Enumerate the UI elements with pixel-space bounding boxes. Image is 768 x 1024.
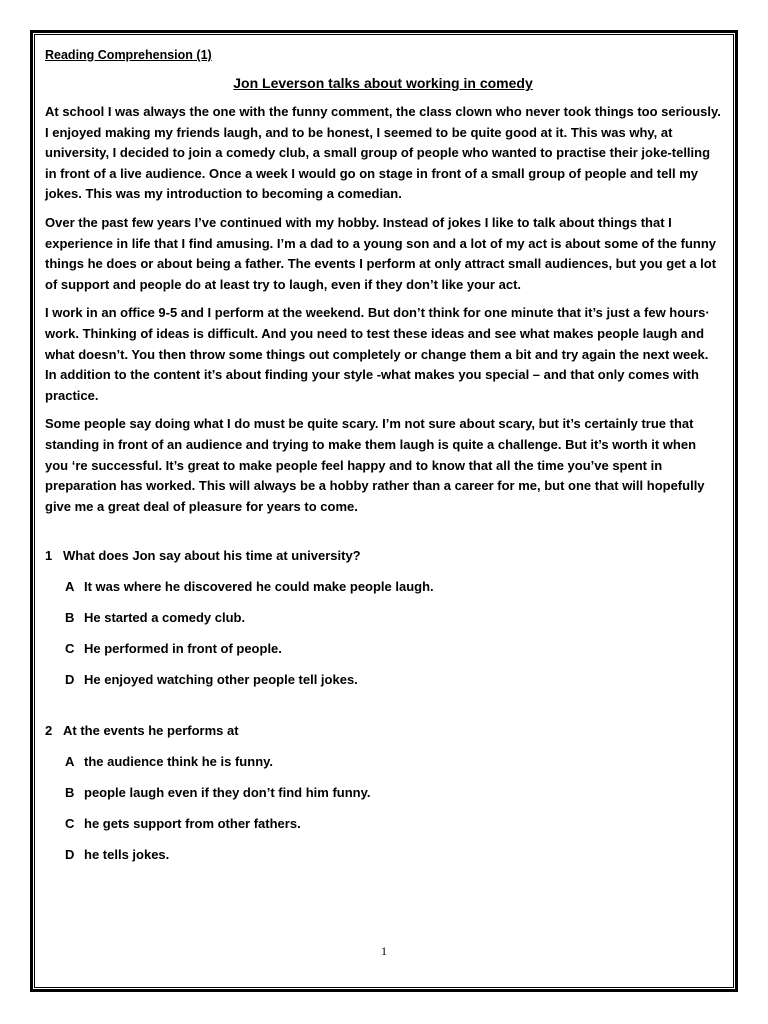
- option-letter: C: [65, 816, 75, 832]
- option-text: he tells jokes.: [84, 847, 170, 863]
- option-text: He performed in front of people.: [84, 641, 282, 657]
- question-1: [45, 547, 721, 689]
- question-list: [45, 547, 721, 864]
- option-text: people laugh even if they don’t find him funny.: [84, 785, 371, 801]
- option-text: He enjoyed watching other people tell jokes.: [84, 672, 358, 688]
- option-letter: C: [65, 641, 75, 657]
- option-a[interactable]: [65, 753, 721, 771]
- question-number: 2: [45, 723, 53, 739]
- paragraph-3: I work in an office 9-5 and I perform at the weekend. But don’t think for one minute that it’s just a few hours· work. Thinking of ideas is difficult. And you need to test these ideas and see what makes people laugh and what doesn’t. You then throw some things out completely or change them a bit and try again the next week. In addition to the content it’s about finding your style -what makes you special – and that only comes with practice.: [45, 305, 710, 403]
- question-text: At the events he performs at: [63, 723, 239, 739]
- option-letter: D: [65, 672, 75, 688]
- option-letter: A: [65, 754, 75, 770]
- question-stem: [45, 722, 721, 740]
- option-text: It was where he discovered he could make people laugh.: [84, 579, 434, 595]
- option-text: He started a comedy club.: [84, 610, 246, 626]
- option-c[interactable]: [65, 640, 721, 658]
- option-c[interactable]: [65, 815, 721, 833]
- article-title: Jon Leverson talks about working in comedy: [233, 75, 533, 91]
- option-letter: B: [65, 610, 75, 626]
- question-2: [45, 722, 721, 864]
- paragraph-4: Some people say doing what I do must be quite scary. I’m not sure about scary, but it’s certainly true that standing in front of an audience and trying to make them laugh is quite a challenge. But it’s worth it when you ‘re successful. It’s great to make people feel happy and to know that all the time you’ve spent in preparation has worked. This will always be a hobby rather than a career for me, but one that will hopefully give me a great deal of pleasure for years to come.: [45, 416, 705, 514]
- option-a[interactable]: [65, 578, 721, 596]
- question-text: What does Jon say about his time at university?: [63, 548, 361, 564]
- option-b[interactable]: [65, 784, 721, 802]
- option-text: he gets support from other fathers.: [84, 816, 301, 832]
- paragraph-2: Over the past few years I’ve continued with my hobby. Instead of jokes I like to talk about things that I experience in life that I find amusing. I’m a dad to a young son and a lot of my act is about some of the funny things he does or about being a father. The events I perform at only attract small audiences, but you get a lot of support and people do at least try to laugh, even if they don’t like your act.: [45, 214, 717, 292]
- question-stem: [45, 547, 721, 565]
- option-b[interactable]: [65, 609, 721, 627]
- option-letter: D: [65, 847, 75, 863]
- document-content: [45, 46, 721, 897]
- paragraph-1: At school I was always the one with the funny comment, the class clown who never took things too seriously. I enjoyed making my friends laugh, and to be honest, I seemed to be quite good at it. This was why, at university, I decided to join a comedy club, a small group of people who wanted to practise their joke-telling in front of a live audience. Once a week I would go on stage in front of a small group of people and tell my jokes. This was my introduction to becoming a comedian.: [45, 104, 721, 202]
- option-d[interactable]: [65, 671, 721, 689]
- section-label: Reading Comprehension (1): [45, 48, 212, 62]
- page-number: 1: [381, 944, 387, 958]
- option-letter: A: [65, 579, 75, 595]
- question-number: 1: [45, 548, 53, 564]
- option-text: the audience think he is funny.: [84, 754, 274, 770]
- option-letter: B: [65, 785, 75, 801]
- option-d[interactable]: [65, 846, 721, 864]
